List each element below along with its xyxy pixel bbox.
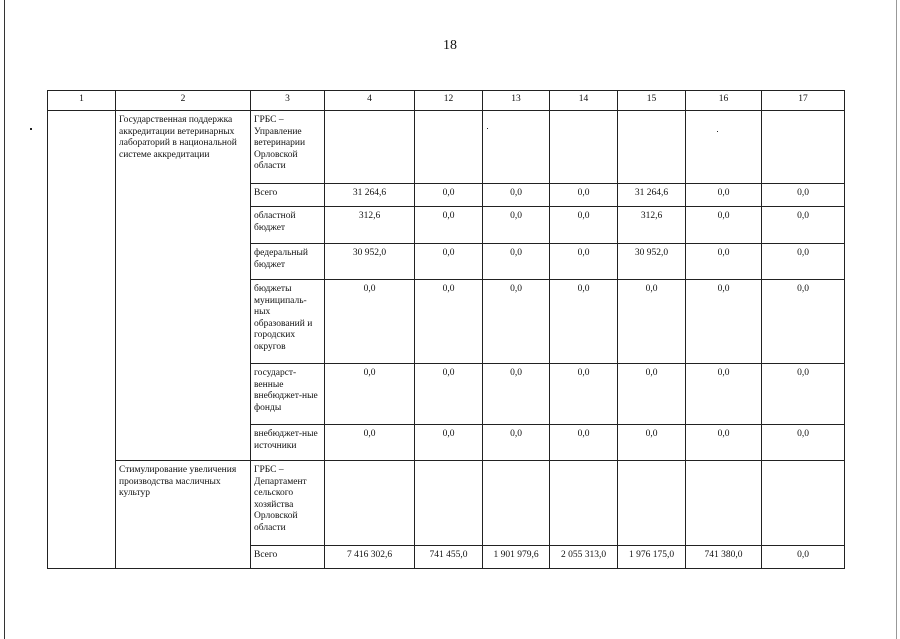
- value-cell: 741 380,0: [686, 546, 762, 569]
- value-cell: 0,0: [415, 425, 483, 461]
- value-cell: 741 455,0: [415, 546, 483, 569]
- row-label: областной бюджет: [251, 207, 325, 244]
- column-header: 15: [618, 91, 686, 111]
- column-header: 14: [550, 91, 618, 111]
- item-number-cell: [48, 111, 116, 569]
- page-number: 18: [443, 38, 457, 53]
- column-header: 4: [325, 91, 415, 111]
- value-cell: [762, 111, 845, 184]
- table-row: [48, 461, 845, 546]
- scan-edge-right: [896, 0, 897, 639]
- value-cell: [483, 111, 550, 184]
- value-cell: 312,6: [618, 207, 686, 244]
- scan-speck: [487, 128, 488, 129]
- value-cell: 1 901 979,6: [483, 546, 550, 569]
- value-cell: [415, 461, 483, 546]
- value-cell: 30 952,0: [618, 244, 686, 280]
- column-header: 16: [686, 91, 762, 111]
- row-label: бюджеты муниципаль-ных образований и городских округов: [251, 280, 325, 364]
- value-cell: 0,0: [618, 425, 686, 461]
- value-cell: [483, 461, 550, 546]
- column-header: 17: [762, 91, 845, 111]
- value-cell: 0,0: [762, 280, 845, 364]
- value-cell: [325, 111, 415, 184]
- value-cell: 0,0: [550, 364, 618, 425]
- value-cell: [618, 111, 686, 184]
- value-cell: 0,0: [762, 207, 845, 244]
- value-cell: 0,0: [483, 280, 550, 364]
- row-label: Всего: [251, 184, 325, 207]
- measure-name: Государственная поддержка аккредитации ветеринарных лабораторий в национальной системе аккредитации: [116, 111, 251, 461]
- header-row: [48, 91, 845, 111]
- value-cell: 312,6: [325, 207, 415, 244]
- value-cell: [762, 461, 845, 546]
- row-label: ГРБС – Департамент сельского хозяйства Орловской области: [251, 461, 325, 546]
- value-cell: 0,0: [762, 425, 845, 461]
- value-cell: [325, 461, 415, 546]
- column-header: 3: [251, 91, 325, 111]
- scan-edge-left: [4, 0, 5, 639]
- value-cell: [415, 111, 483, 184]
- scan-speck: [717, 131, 718, 132]
- value-cell: 0,0: [483, 244, 550, 280]
- scan-speck: [30, 128, 32, 130]
- value-cell: 30 952,0: [325, 244, 415, 280]
- value-cell: 0,0: [686, 244, 762, 280]
- row-label: федеральный бюджет: [251, 244, 325, 280]
- value-cell: 0,0: [762, 184, 845, 207]
- value-cell: 0,0: [762, 546, 845, 569]
- value-cell: 0,0: [325, 280, 415, 364]
- value-cell: 0,0: [483, 425, 550, 461]
- value-cell: 0,0: [550, 425, 618, 461]
- row-label: государст-венные внебюджет-ные фонды: [251, 364, 325, 425]
- value-cell: 0,0: [618, 364, 686, 425]
- column-header: 1: [48, 91, 116, 111]
- value-cell: 7 416 302,6: [325, 546, 415, 569]
- value-cell: 0,0: [550, 244, 618, 280]
- value-cell: 0,0: [483, 207, 550, 244]
- value-cell: 0,0: [618, 280, 686, 364]
- value-cell: 0,0: [325, 364, 415, 425]
- value-cell: 2 055 313,0: [550, 546, 618, 569]
- value-cell: 0,0: [686, 207, 762, 244]
- row-label: ГРБС – Управление ветеринарии Орловской области: [251, 111, 325, 184]
- value-cell: 0,0: [550, 207, 618, 244]
- value-cell: 0,0: [415, 280, 483, 364]
- value-cell: [550, 111, 618, 184]
- value-cell: 0,0: [762, 244, 845, 280]
- value-cell: 0,0: [550, 280, 618, 364]
- row-label: Всего: [251, 546, 325, 569]
- value-cell: 0,0: [415, 364, 483, 425]
- row-label: внебюджет-ные источники: [251, 425, 325, 461]
- value-cell: 0,0: [483, 364, 550, 425]
- value-cell: [618, 461, 686, 546]
- value-cell: 0,0: [415, 184, 483, 207]
- value-cell: [686, 461, 762, 546]
- value-cell: 0,0: [483, 184, 550, 207]
- value-cell: 0,0: [762, 364, 845, 425]
- value-cell: 0,0: [325, 425, 415, 461]
- table-row: [48, 111, 845, 184]
- column-header: 12: [415, 91, 483, 111]
- value-cell: 31 264,6: [325, 184, 415, 207]
- value-cell: 0,0: [686, 280, 762, 364]
- column-header: 13: [483, 91, 550, 111]
- column-header: 2: [116, 91, 251, 111]
- value-cell: 0,0: [415, 244, 483, 280]
- value-cell: 0,0: [686, 425, 762, 461]
- value-cell: 0,0: [686, 184, 762, 207]
- value-cell: 1 976 175,0: [618, 546, 686, 569]
- value-cell: [550, 461, 618, 546]
- value-cell: 0,0: [550, 184, 618, 207]
- value-cell: [686, 111, 762, 184]
- value-cell: 0,0: [686, 364, 762, 425]
- budget-table: [47, 90, 845, 569]
- value-cell: 0,0: [415, 207, 483, 244]
- measure-name: Стимулирование увеличения производства масличных культур: [116, 461, 251, 569]
- value-cell: 31 264,6: [618, 184, 686, 207]
